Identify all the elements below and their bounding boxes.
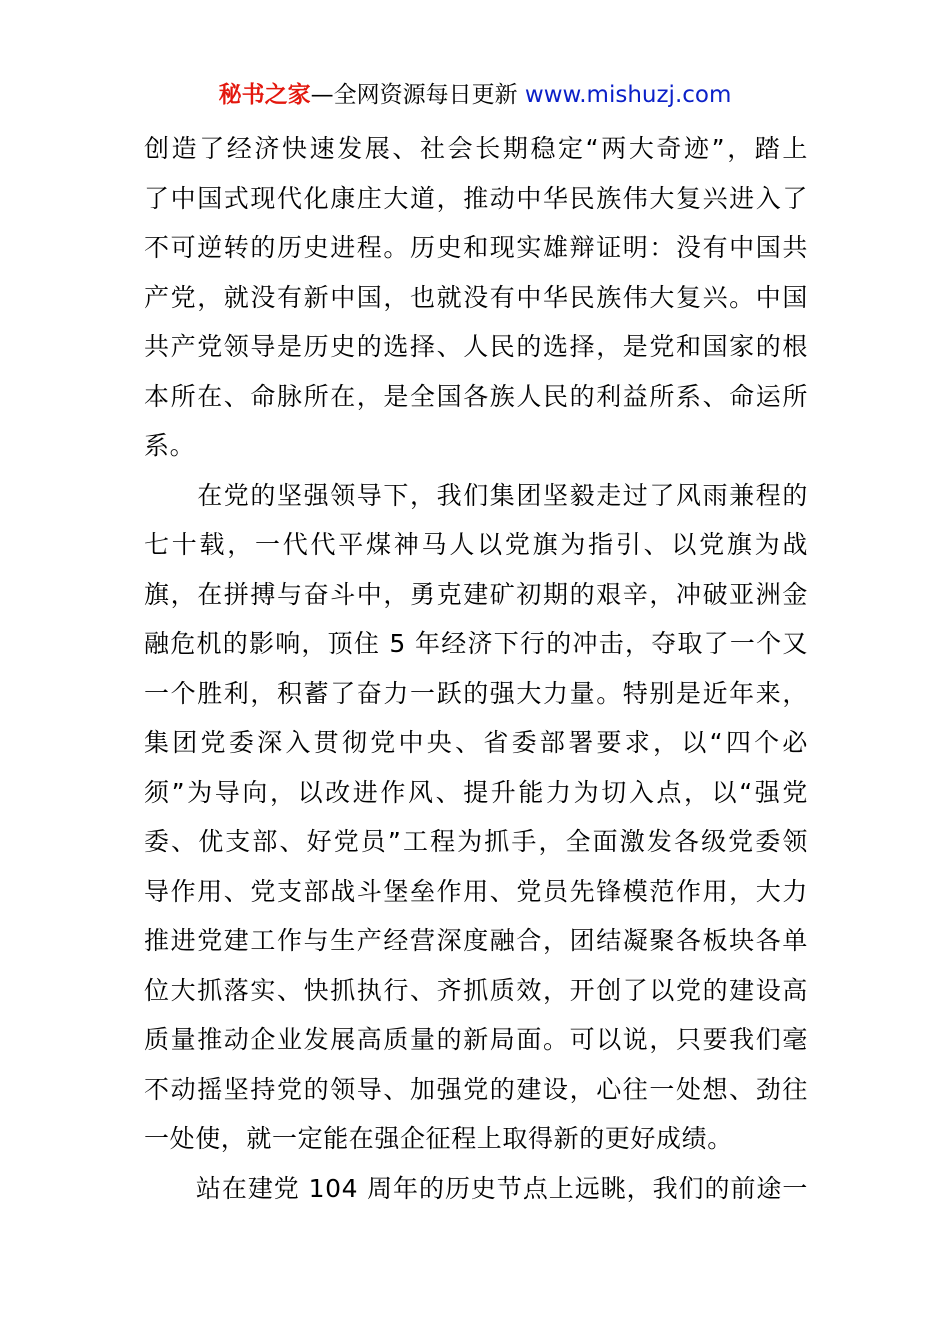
text-line: 一个胜利，积蓄了奋力一跃的强大力量。特别是近年来， (144, 678, 808, 708)
text-line: 不可逆转的历史进程。历史和现实雄辩证明：没有中国共 (144, 233, 808, 262)
text-line: 融危机的影响，顶住 5 年经济下行的冲击，夺取了一个又 (144, 629, 808, 658)
text-line: 导作用、党支部战斗堡垒作用、党员先锋模范作用，大力 (144, 876, 808, 906)
document-body (144, 124, 808, 1213)
site-url-link[interactable]: www.mishuzj.com (524, 82, 732, 108)
text-line: 在党的坚强领导下，我们集团坚毅走过了风雨兼程的 (144, 480, 808, 510)
site-header (0, 78, 950, 112)
text-line: 本所在、命脉所在，是全国各族人民的利益所系、命运所 (144, 381, 808, 411)
text-line: 旗，在拼搏与奋斗中，勇克建矿初期的艰辛，冲破亚洲金 (144, 579, 808, 609)
text-line: 创造了经济快速发展、社会长期稳定“两大奇迹”，踏上 (144, 134, 808, 163)
text-line: 委、优支部、好党员”工程为抓手，全面激发各级党委领 (144, 827, 808, 856)
text-line: 质量推动企业发展高质量的新局面。可以说，只要我们毫 (144, 1025, 808, 1054)
text-line: 站在建党 104 周年的历史节点上远眺，我们的前途一 (144, 1173, 808, 1203)
text-line: 推进党建工作与生产经营深度融合，团结凝聚各板块各单 (144, 926, 808, 955)
text-line: 产党，就没有新中国，也就没有中华民族伟大复兴。中国 (144, 282, 808, 312)
text-line: 须”为导向，以改进作风、提升能力为切入点，以“强党 (144, 777, 808, 807)
text-line: 七十载，一代代平煤神马人以党旗为指引、以党旗为战 (144, 530, 808, 559)
text-line: 一处使，就一定能在强企征程上取得新的更好成绩。 (144, 1124, 733, 1153)
text-line: 集团党委深入贯彻党中央、省委部署要求，以“四个必 (144, 728, 808, 757)
text-line: 位大抓落实、快抓执行、齐抓质效，开创了以党的建设高 (144, 975, 808, 1005)
text-line: 共产党领导是历史的选择、人民的选择，是党和国家的根 (144, 332, 808, 361)
text-line: 了中国式现代化康庄大道，推动中华民族伟大复兴进入了 (144, 183, 808, 213)
site-brand: 秘书之家 (218, 82, 311, 108)
text-line: 系。 (144, 431, 196, 460)
text-line: 不动摇坚持党的领导、加强党的建设，心往一处想、劲往 (144, 1074, 808, 1104)
site-slogan: —全网资源每日更新 (310, 82, 525, 108)
